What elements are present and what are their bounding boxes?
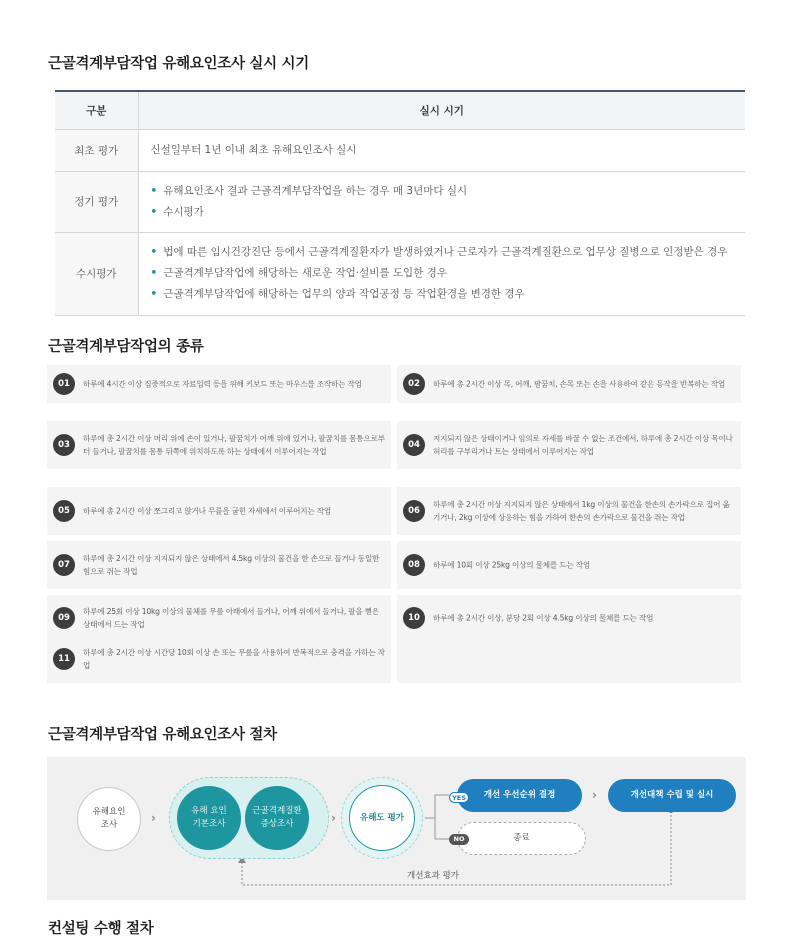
bullet-icon: •	[150, 205, 158, 218]
work-type-item	[47, 487, 391, 535]
chevron-right-icon: ›	[151, 811, 156, 825]
row-item-text: 신설일부터 1년 이내 최초 유해요인조사 실시	[150, 143, 357, 156]
work-type-number: 04	[403, 434, 425, 456]
timing-table-body	[55, 129, 745, 315]
step-symptom-label: 근골격계질환 증상조사	[252, 806, 302, 829]
work-type-item	[397, 487, 741, 535]
work-type-text: 하루에 총 2시간 이상 목, 어깨, 팔꿈치, 손목 또는 손을 사용하여 같은 동작을 반복하는 작업	[433, 379, 726, 389]
work-type-item	[47, 541, 391, 589]
row-item-text: 유해요인조사 결과 근골격계부담작업을 하는 경우 매 3년마다 실시	[163, 184, 468, 197]
work-type-text: 하루에 총 2시간 이상 머리 위에 손이 있거나, 팔꿈치가 어깨 위에 있거나, 팔꿈치를 몸통으로부터 들거나, 팔꿈치를 몸통 뒤쪽에 위치하도록 하는 상태에서 이루어지는 작업	[83, 434, 385, 456]
work-type-number: 07	[53, 554, 75, 576]
yes-tag: YES	[449, 792, 469, 803]
bullet-icon: •	[150, 267, 158, 279]
step-risk-assessment	[349, 785, 415, 851]
step-improvement-plan: 개선대책 수립 및 실시	[608, 779, 736, 812]
row-item-text: 수시평가	[163, 205, 204, 218]
row-item-text: 근골격계부담작업에 해당하는 업무의 양과 작업공정 등 작업환경을 변경한 경우	[163, 288, 525, 300]
step-priority-decision: 개선 우선순위 결정	[457, 779, 582, 812]
step-basic-survey	[177, 786, 241, 850]
empty-cell	[397, 635, 741, 683]
work-type-text: 하루에 총 2시간 이상 시간당 10회 이상 손 또는 무릎을 사용하여 반복적으로 충격을 가하는 작업	[83, 648, 385, 670]
work-type-number: 05	[53, 500, 75, 522]
work-type-text: 하루에 25회 이상 10kg 이상의 물체를 무릎 아래에서 들거나, 어깨 위에서 들거나, 팔을 뻗은 상태에서 드는 작업	[83, 607, 380, 629]
work-type-text: 하루에 10회 이상 25kg 이상의 물체를 드는 작업	[433, 560, 591, 570]
row-item-text: 근골격계부담작업에 해당하는 새로운 작업·설비를 도입한 경우	[163, 267, 447, 279]
table-header-category: 구분	[55, 91, 138, 129]
section-title-timing: 근골격계부담작업 유해요인조사 실시 시기	[48, 56, 309, 72]
no-tag: NO	[449, 834, 469, 845]
timing-table	[55, 90, 745, 316]
work-type-number: 10	[403, 607, 425, 629]
table-row	[55, 129, 745, 171]
work-type-number: 02	[403, 373, 425, 395]
work-type-item	[397, 421, 741, 469]
step-harmful-factor-survey	[77, 787, 141, 851]
work-type-text: 하루에 총 2시간 이상 지지되지 않은 상태에서 1kg 이상의 물건을 한손의 손가락으로 집어 옮기거나, 2kg 이상에 상응하는 힘을 가하여 한손의 손가락으로 물건을 쥐는 작업	[433, 500, 730, 522]
work-type-number: 09	[53, 607, 75, 629]
work-type-text: 하루에 총 2시간 이상 쪼그리고 앉거나 무릎을 굽힌 자세에서 이루어지는 작업	[83, 506, 331, 516]
step-risk-label: 유해도 평가	[359, 812, 404, 823]
section-title-procedure: 근골격계부담작업 유해요인조사 절차	[48, 727, 277, 743]
table-row	[55, 171, 745, 232]
bullet-icon: •	[150, 246, 158, 258]
row-content	[138, 129, 745, 171]
section-title-consulting: 컨설팅 수행 절차	[48, 921, 154, 937]
work-type-number: 01	[53, 373, 75, 395]
chevron-right-icon: ›	[331, 811, 336, 825]
work-type-number: 08	[403, 554, 425, 576]
row-label: 정기 평가	[55, 171, 138, 232]
section-title-types: 근골격계부담작업의 종류	[48, 339, 204, 355]
row-item	[151, 181, 746, 202]
work-type-text: 하루에 총 2시간 이상 지지되지 않은 상태에서 4.5kg 이상의 물건을 한 손으로 들거나 동일한 힘으로 쥐는 작업	[83, 554, 380, 576]
row-content	[138, 232, 745, 315]
row-item	[151, 202, 746, 223]
work-type-number: 03	[53, 434, 75, 456]
row-item	[151, 284, 746, 305]
step-end: 종료	[457, 822, 586, 855]
table-header-timing: 실시 시기	[138, 91, 745, 129]
work-type-text: 하루에 총 2시간 이상, 분당 2회 이상 4.5kg 이상의 물체를 드는 작업	[433, 613, 654, 623]
step-basic-label: 유해 요인 기본조사	[191, 806, 227, 829]
work-type-number: 11	[53, 648, 75, 670]
table-row	[55, 232, 745, 315]
work-type-text: 하루에 4시간 이상 집중적으로 자료입력 등을 위해 키보드 또는 마우스를 조작하는 작업	[83, 379, 362, 389]
feedback-label: 개선효과 평가	[407, 871, 459, 881]
chevron-right-icon: ›	[592, 788, 597, 802]
row-item	[151, 140, 746, 161]
work-type-number: 06	[403, 500, 425, 522]
bullet-icon: •	[150, 288, 158, 300]
bullet-icon: •	[150, 184, 158, 197]
procedure-diagram	[47, 757, 746, 900]
row-label: 최초 평가	[55, 129, 138, 171]
row-item	[151, 263, 746, 284]
work-type-item	[397, 365, 741, 403]
row-label: 수시평가	[55, 232, 138, 315]
row-item	[151, 242, 746, 263]
work-type-item	[47, 635, 391, 683]
work-type-item	[47, 365, 391, 403]
step-start-label: 유해요인 조사	[92, 807, 126, 830]
work-type-text: 지지되지 않은 상태이거나 임의로 자세를 바꿀 수 없는 조건에서, 하루에 총 2시간 이상 목이나 허리를 구부리거나 트는 상태에서 이루어지는 작업	[433, 434, 733, 456]
row-item-text: 법에 따른 임시건강진단 등에서 근골격계질환자가 발생하였거나 근로자가 근골격계질환으로 업무상 질병으로 인정받은 경우	[163, 246, 728, 258]
step-symptom-survey	[245, 786, 309, 850]
work-type-item	[47, 421, 391, 469]
row-content	[138, 171, 745, 232]
work-type-item	[397, 541, 741, 589]
